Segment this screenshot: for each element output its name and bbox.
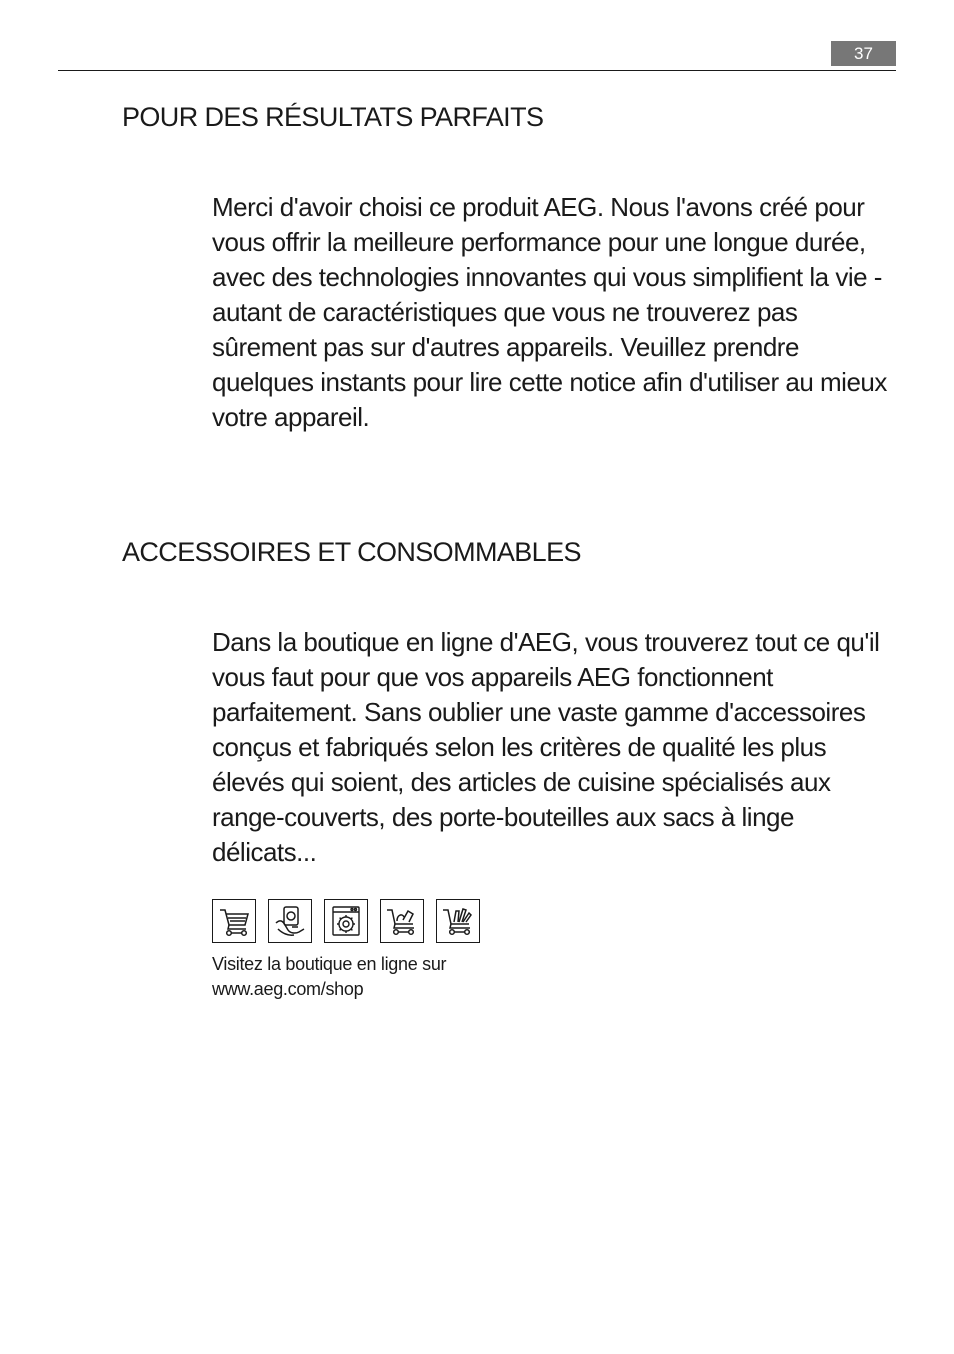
- cart-bottles-icon: [436, 899, 480, 943]
- hand-device-icon: [268, 899, 312, 943]
- section-title-results: POUR DES RÉSULTATS PARFAITS: [122, 102, 544, 132]
- header-rule: [58, 70, 896, 71]
- section-title-accessories: ACCESSOIRES ET CONSOMMABLES: [122, 537, 581, 567]
- shop-icon-row: [212, 899, 480, 943]
- page-number: 37: [831, 41, 896, 66]
- gear-icon: [324, 899, 368, 943]
- shopping-cart-icon: [212, 899, 256, 943]
- shop-url[interactable]: www.aeg.com/shop: [212, 979, 364, 999]
- cart-dishes-icon: [380, 899, 424, 943]
- shop-caption: [212, 952, 446, 1002]
- caption-line-1: Visitez la boutique en ligne sur: [212, 954, 447, 974]
- section-body-results: Merci d'avoir choisi ce produit AEG. Nous l'avons créé pour vous offrir la meilleure performance pour une longue durée, avec des technologies innovantes qui vous simplifient la vie - autant de caractéristiques que vous ne trouverez pas sûrement pas sur d'autres appareils. Veuillez prendre quelques instants pour lire cette notice afin d'utiliser au mieux votre appareil.: [212, 192, 887, 432]
- section-body-accessories: Dans la boutique en ligne d'AEG, vous trouverez tout ce qu'il vous faut pour que vos appareils AEG fonctionnent parfaitement. Sans oublier une vaste gamme d'accessoires conçus et fabriqués selon les critères de qualité les plus élevés qui soient, des articles de cuisine spécialisés aux range-couverts, des porte-bouteilles aux sacs à linge délicats...: [212, 627, 880, 867]
